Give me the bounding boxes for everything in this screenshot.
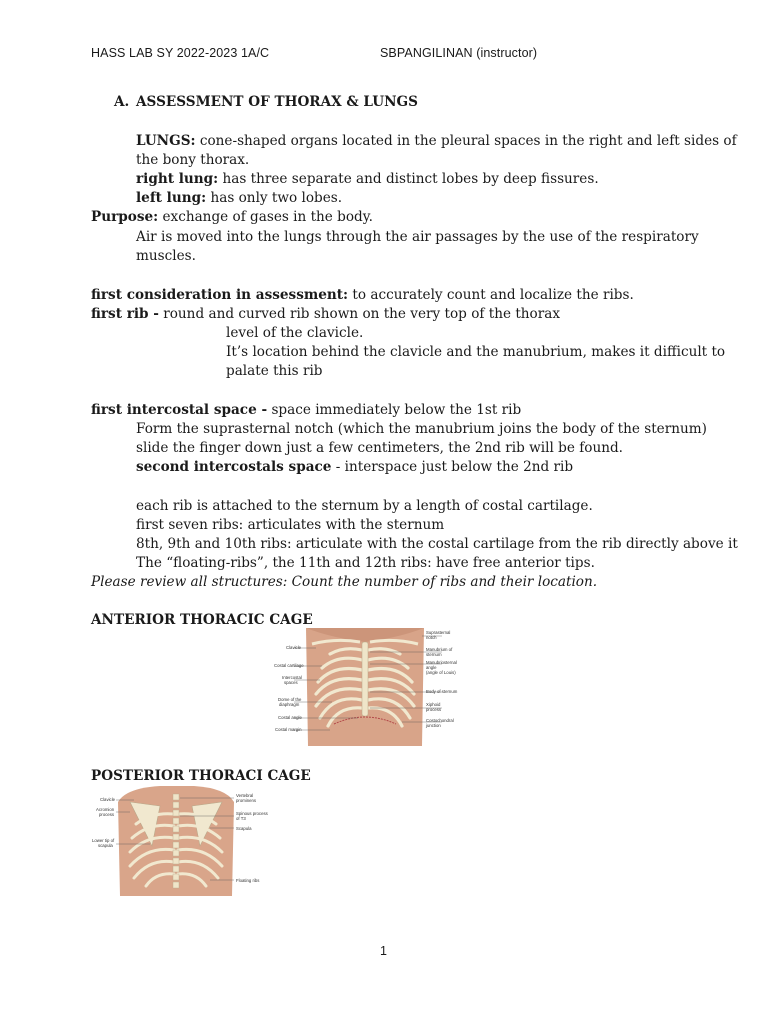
post-label: Vertebral	[236, 793, 254, 798]
second-ics-desc: - interspace just below the 2nd rib	[335, 459, 574, 475]
left-lung-line	[136, 189, 342, 208]
ant-label: Manubrium of	[426, 647, 453, 652]
purpose-line	[91, 208, 373, 227]
air-line-1: Air is moved into the lungs through the air passages by the use of the respiratory	[136, 229, 699, 245]
ant-label: Manubriosternal	[426, 660, 457, 665]
ant-label: (angle of Louis)	[426, 670, 456, 675]
ant-label: diaphragm	[279, 702, 300, 707]
ant-label: Costal angle	[278, 715, 302, 720]
ant-label: junction	[426, 723, 441, 728]
page-title: ASSESSMENT OF THORAX & LUNGS	[136, 94, 418, 110]
ant-label: Suprasternal	[426, 630, 451, 635]
lungs-desc: cone-shaped organs located in the pleural spaces in the right and left sides of	[199, 133, 737, 149]
posterior-thoracic-cage-image	[90, 784, 272, 896]
ant-label: Intercostal	[282, 675, 302, 680]
second-ics-line	[136, 458, 573, 477]
first-rib-term: first rib -	[91, 306, 159, 322]
rib-fact: 8th, 9th and 10th ribs: articulate with the costal cartilage from the rib directly above it	[136, 536, 738, 552]
post-label: Acromion	[96, 807, 115, 812]
first-consideration-line	[91, 286, 634, 305]
ant-label: Dome of the	[278, 697, 302, 702]
post-label: Floating ribs	[236, 878, 260, 883]
right-lung-term: right lung:	[136, 171, 219, 187]
review-note: Please review all structures: Count the number of ribs and their location.	[91, 574, 598, 590]
post-label: Lower tip of	[92, 838, 115, 843]
left-lung-desc: has only two lobes.	[210, 190, 343, 206]
post-label: Spinous process	[236, 811, 268, 816]
first-ics-desc: space immediately below the 1st rib	[271, 402, 522, 418]
left-lung-term: left lung:	[136, 190, 207, 206]
header-left: HASS LAB SY 2022-2023 1A/C	[91, 46, 270, 60]
post-label: of T3	[236, 816, 246, 821]
header-right: SBPANGILINAN (instructor)	[380, 46, 538, 60]
anterior-title: ANTERIOR THORACIC CAGE	[91, 612, 313, 628]
first-rib-line	[91, 305, 560, 324]
ant-label: Costal margin	[275, 727, 302, 732]
page-number: 1	[380, 944, 387, 958]
anterior-thoracic-cage-image	[272, 628, 466, 746]
right-lung-desc: has three separate and distinct lobes by deep fissures.	[222, 171, 599, 187]
ant-label: process	[426, 707, 442, 712]
lungs-line	[136, 132, 737, 151]
first-ics-line	[91, 401, 521, 420]
purpose-term: Purpose:	[91, 209, 159, 225]
lungs-term: LUNGS:	[136, 133, 196, 149]
ant-label: Clavicle	[286, 645, 302, 650]
heading-letter: A.	[114, 94, 130, 110]
first-consideration-desc: to accurately count and localize the ribs.	[352, 287, 634, 303]
ant-label: Xiphoid	[426, 702, 441, 707]
ant-label: sternum	[426, 652, 442, 657]
first-consideration-term: first consideration in assessment:	[91, 287, 349, 303]
purpose-desc: exchange of gases in the body.	[162, 209, 373, 225]
clavicle-location-2: palate this rib	[226, 363, 323, 379]
ant-label: notch	[426, 635, 437, 640]
right-lung-line	[136, 170, 599, 189]
post-label: Scapula	[236, 826, 252, 831]
rib-fact: The “floating-ribs”, the 11th and 12th ribs: have free anterior tips.	[136, 555, 595, 571]
post-label: Clavicle	[100, 797, 116, 802]
air-line-2: muscles.	[136, 248, 196, 264]
posterior-title: POSTERIOR THORACI CAGE	[91, 768, 311, 784]
notch-line-2: slide the finger down just a few centimeters, the 2nd rib will be found.	[136, 440, 623, 456]
post-label: prominens	[236, 798, 257, 803]
ant-label: Costal cartilage	[274, 663, 304, 668]
notch-line-1: Form the suprasternal notch (which the manubrium joins the body of the sternum)	[136, 421, 707, 437]
first-ics-term: first intercostal space -	[91, 402, 268, 418]
ant-label: angle	[426, 665, 437, 670]
ant-label: Body of sternum	[426, 689, 458, 694]
lungs-desc-cont: the bony thorax.	[136, 152, 250, 168]
second-ics-term: second intercostals space	[136, 459, 332, 475]
ant-label: Costochondral	[426, 718, 454, 723]
post-label: process	[99, 812, 115, 817]
post-label: scapula	[98, 843, 113, 848]
rib-fact: each rib is attached to the sternum by a length of costal cartilage.	[136, 498, 593, 514]
ant-label: spaces	[284, 680, 298, 685]
clavicle-level: level of the clavicle.	[226, 325, 364, 341]
rib-fact: first seven ribs: articulates with the sternum	[136, 517, 445, 533]
clavicle-location-1: It’s location behind the clavicle and the manubrium, makes it difficult to	[226, 344, 726, 360]
first-rib-desc: round and curved rib shown on the very top of the thorax	[163, 306, 560, 322]
